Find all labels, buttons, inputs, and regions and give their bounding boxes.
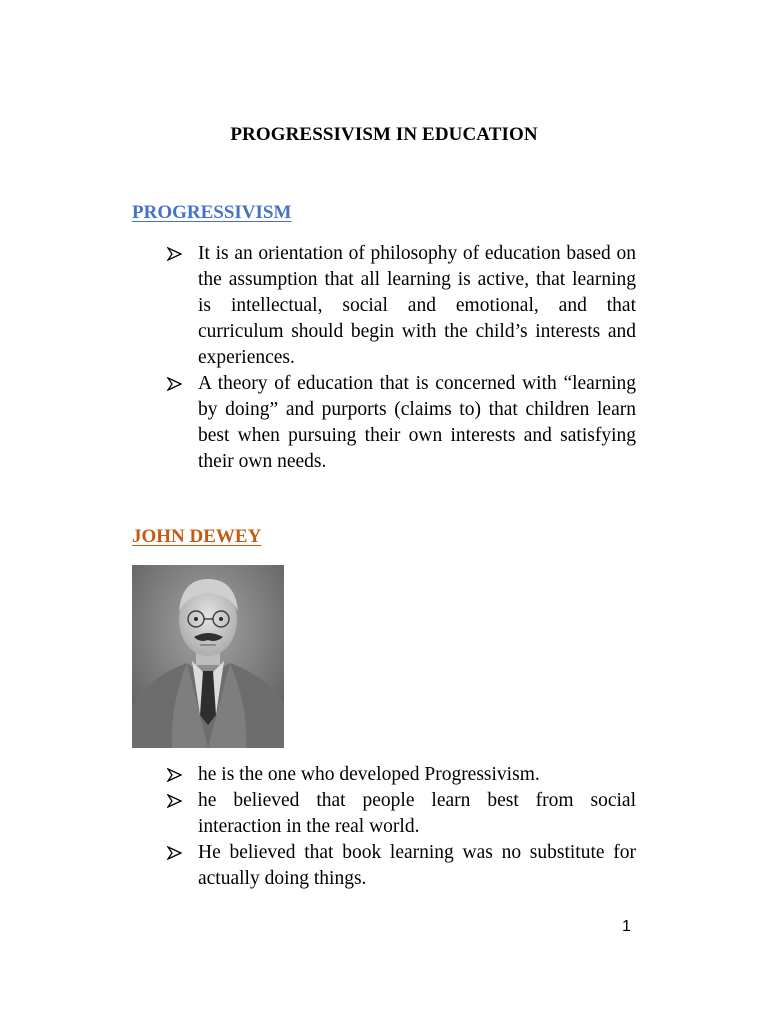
bullet-text: he believed that people learn best from social interaction in the real world. <box>198 790 636 837</box>
arrowhead-bullet-icon <box>166 788 188 814</box>
page-number: 1 <box>622 918 631 935</box>
list-item <box>166 241 636 371</box>
arrowhead-bullet-icon <box>166 762 188 788</box>
john-dewey-portrait-photo <box>132 565 284 748</box>
progressivism-heading: PROGRESSIVISM <box>132 202 292 223</box>
bullet-text: A theory of education that is concerned with “learning by doing” and purports (claims to) that children learn best when pursuing their own interests and satisfying their own needs. <box>198 373 636 472</box>
list-item <box>166 788 636 840</box>
list-item <box>166 840 636 892</box>
john-dewey-heading: JOHN DEWEY <box>132 526 262 547</box>
bullet-text: He believed that book learning was no substitute for actually doing things. <box>198 842 636 889</box>
document-title: PROGRESSIVISM IN EDUCATION <box>230 124 538 145</box>
arrowhead-bullet-icon <box>166 840 188 866</box>
arrowhead-bullet-icon <box>166 241 188 267</box>
list-item <box>166 762 636 788</box>
arrowhead-bullet-icon <box>166 371 188 397</box>
bullet-text: he is the one who developed Progressivism. <box>198 764 540 785</box>
dewey-bullet-list <box>166 762 636 892</box>
bullet-text: It is an orientation of philosophy of education based on the assumption that all learning is active, that learning is intellectual, social and emotional, and that curriculum should begin with the child’s interests and experiences. <box>198 243 636 368</box>
progressivism-bullet-list <box>166 241 636 475</box>
list-item <box>166 371 636 475</box>
